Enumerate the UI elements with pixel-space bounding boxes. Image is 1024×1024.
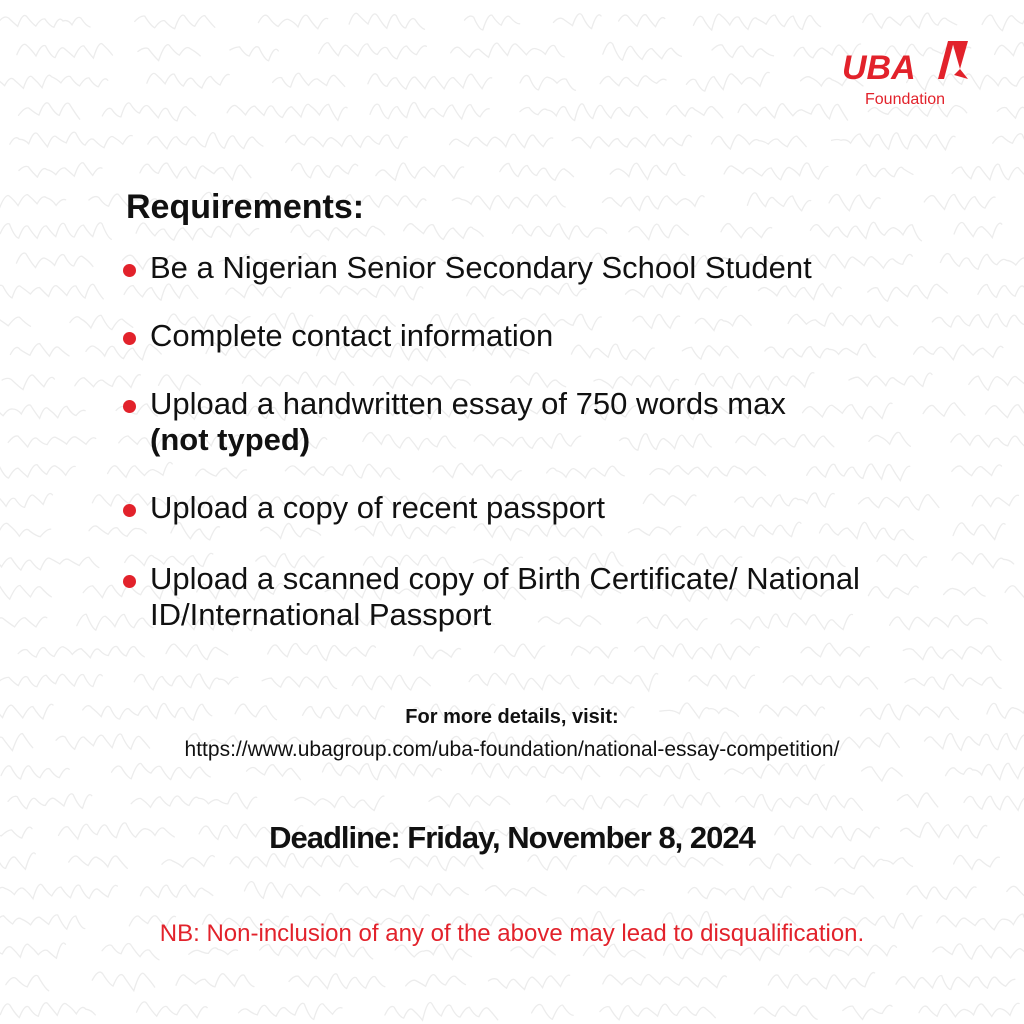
list-item: [122, 561, 902, 633]
handwriting-stroke: [239, 1003, 343, 1019]
handwriting-stroke: [452, 195, 565, 210]
handwriting-stroke: [952, 164, 1024, 180]
handwriting-stroke: [919, 1003, 1019, 1017]
handwriting-stroke: [952, 553, 1014, 568]
handwriting-stroke: [829, 194, 880, 210]
handwriting-stroke: [603, 975, 727, 988]
handwriting-stroke: [414, 646, 461, 659]
handwriting-stroke: [19, 163, 102, 177]
uba-logo-mark-icon: [934, 39, 970, 81]
handwriting-stroke: [969, 376, 1024, 390]
handwriting-stroke: [978, 285, 1024, 299]
handwriting-stroke: [532, 1004, 574, 1019]
handwriting-stroke: [801, 643, 869, 657]
handwriting-stroke: [0, 404, 85, 418]
handwriting-stroke: [520, 75, 576, 90]
handwriting-stroke: [230, 47, 278, 61]
handwriting-stroke: [2, 375, 54, 390]
handwriting-stroke: [595, 673, 658, 691]
handwriting-stroke: [6, 975, 49, 990]
handwriting-stroke: [946, 763, 1024, 779]
handwriting-stroke: [0, 617, 47, 627]
handwriting-stroke: [954, 855, 1000, 869]
handwriting-stroke: [600, 1004, 715, 1020]
handwriting-stroke: [520, 104, 648, 121]
requirements-list: [122, 250, 902, 633]
handwriting-stroke: [450, 134, 553, 147]
list-item-emphasis: (not typed): [150, 422, 311, 457]
handwriting-stroke: [18, 646, 144, 657]
handwriting-stroke: [953, 523, 1005, 540]
handwriting-stroke: [688, 886, 791, 900]
handwriting-stroke: [1007, 883, 1024, 898]
handwriting-stroke: [486, 886, 546, 896]
handwriting-stroke: [465, 15, 520, 30]
handwriting-stroke: [603, 196, 705, 211]
handwriting-stroke: [319, 43, 427, 59]
requirements-heading: Requirements:: [126, 188, 365, 226]
handwriting-stroke: [406, 975, 466, 987]
handwriting-stroke: [940, 254, 1024, 270]
handwriting-stroke: [92, 972, 155, 991]
handwriting-stroke: [140, 163, 251, 180]
handwriting-stroke: [292, 163, 358, 178]
handwriting-stroke: [16, 253, 93, 268]
list-item-text: Upload a handwritten essay of 750 words max: [150, 386, 786, 421]
handwriting-stroke: [897, 793, 937, 807]
handwriting-stroke: [954, 222, 1002, 237]
handwriting-stroke: [273, 73, 345, 87]
handwriting-stroke: [148, 133, 263, 149]
handwriting-stroke: [725, 763, 825, 779]
handwriting-stroke: [368, 74, 492, 89]
list-item: [122, 250, 902, 286]
handwriting-stroke: [140, 885, 212, 897]
handwriting-stroke: [189, 948, 238, 955]
handwriting-stroke: [227, 104, 347, 120]
handwriting-stroke: [289, 974, 385, 989]
handwriting-stroke: [385, 1003, 498, 1021]
handwriting-stroke: [896, 976, 1015, 990]
handwriting-stroke: [0, 674, 102, 686]
handwriting-stroke: [137, 1002, 208, 1018]
handwriting-stroke: [291, 225, 385, 240]
handwriting-stroke: [247, 765, 301, 780]
handwriting-stroke: [512, 224, 606, 239]
logo-subtitle: Foundation: [865, 91, 946, 108]
handwriting-stroke: [924, 194, 995, 209]
handwriting-stroke: [997, 103, 1024, 118]
handwriting-stroke: [451, 43, 565, 57]
handwriting-stroke: [571, 646, 617, 658]
handwriting-stroke: [17, 44, 113, 59]
list-item-text: Complete contact information: [150, 318, 554, 353]
handwriting-stroke: [572, 135, 691, 148]
handwriting-stroke: [754, 1006, 817, 1019]
handwriting-stroke: [553, 14, 601, 29]
handwriting-stroke: [914, 345, 1003, 360]
handwriting-stroke: [1005, 585, 1024, 602]
handwriting-stroke: [0, 75, 108, 88]
list-item: [122, 386, 902, 458]
handwriting-stroke: [245, 882, 320, 899]
handwriting-stroke: [102, 103, 195, 121]
handwriting-stroke: [993, 134, 1024, 150]
handwriting-stroke: [995, 43, 1024, 59]
handwriting-stroke: [0, 15, 90, 27]
handwriting-stroke: [489, 975, 570, 989]
handwriting-stroke: [944, 587, 986, 596]
handwriting-stroke: [1, 766, 69, 779]
handwriting-stroke: [982, 14, 1024, 30]
handwriting-stroke: [736, 794, 863, 811]
handwriting-stroke: [323, 763, 442, 780]
handwriting-stroke: [135, 15, 215, 29]
handwriting-stroke: [286, 135, 408, 149]
handwriting-stroke: [712, 45, 774, 58]
handwriting-stroke: [69, 856, 128, 868]
handwriting-stroke: [694, 14, 821, 30]
handwriting-stroke: [620, 763, 699, 779]
list-item: [122, 318, 902, 354]
handwriting-stroke: [964, 796, 1024, 810]
list-item-text: Be a Nigerian Senior Secondary School Student: [150, 250, 812, 285]
handwriting-stroke: [747, 193, 810, 211]
handwriting-stroke: [783, 675, 877, 689]
handwriting-stroke: [986, 405, 1024, 418]
handwriting-stroke: [500, 163, 574, 180]
handwriting-stroke: [609, 855, 723, 867]
handwriting-stroke: [166, 644, 228, 660]
handwriting-stroke: [721, 224, 772, 238]
handwriting-stroke: [0, 316, 31, 326]
handwriting-stroke: [712, 135, 807, 149]
handwriting-stroke: [10, 344, 69, 357]
handwriting-stroke: [472, 763, 600, 779]
handwriting-stroke: [370, 103, 489, 119]
list-item-text: Upload a copy of recent passport: [150, 490, 605, 525]
handwriting-stroke: [952, 465, 1002, 476]
handwriting-stroke: [972, 495, 1018, 506]
details-label: For more details, visit:: [405, 706, 619, 728]
handwriting-stroke: [0, 1003, 95, 1018]
handwriting-stroke: [0, 284, 103, 299]
handwriting-stroke: [162, 856, 214, 868]
handwriting-stroke: [528, 855, 576, 870]
handwriting-stroke: [349, 13, 424, 29]
handwriting-stroke: [134, 674, 238, 690]
handwriting-stroke: [429, 794, 510, 807]
handwriting-stroke: [635, 644, 760, 660]
handwriting-stroke: [619, 15, 665, 27]
handwriting-stroke: [664, 793, 720, 808]
handwriting-stroke: [857, 165, 914, 177]
handwriting-stroke: [603, 42, 682, 60]
handwriting-stroke: [686, 72, 769, 91]
deadline-text: Deadline: Friday, November 8, 2024: [269, 820, 755, 855]
handwriting-stroke: [724, 163, 828, 180]
handwriting-stroke: [390, 856, 483, 871]
handwriting-stroke: [404, 224, 484, 240]
handwriting-stroke: [0, 493, 53, 507]
handwriting-stroke: [0, 223, 111, 240]
handwriting-stroke: [843, 1005, 892, 1019]
handwriting-stroke: [262, 676, 337, 688]
handwriting-stroke: [932, 314, 1024, 328]
handwriting-stroke: [835, 856, 913, 869]
disqualification-note: NB: Non-inclusion of any of the above may lead to disqualification.: [159, 920, 865, 947]
handwriting-stroke: [610, 163, 685, 179]
handwriting-stroke: [629, 224, 689, 240]
handwriting-stroke: [0, 884, 117, 898]
handwriting-stroke: [0, 195, 66, 209]
handwriting-stroke: [469, 673, 579, 689]
uba-foundation-logo: [838, 38, 978, 112]
handwriting-stroke: [112, 763, 211, 779]
handwriting-stroke: [0, 523, 51, 536]
handwriting-stroke: [547, 795, 648, 810]
handwriting-stroke: [863, 13, 957, 28]
handwriting-stroke: [816, 886, 874, 898]
details-link[interactable]: https://www.ubagroup.com/uba-foundation/national-essay-competition/: [184, 738, 840, 761]
handwriting-stroke: [295, 796, 384, 810]
handwriting-stroke: [0, 557, 99, 570]
list-item: [122, 490, 902, 526]
logo-wordmark: UBA: [842, 49, 916, 87]
handwriting-stroke: [138, 45, 200, 61]
handwriting-stroke: [268, 644, 376, 661]
handwriting-stroke: [832, 133, 955, 150]
handwriting-stroke: [176, 974, 254, 987]
handwriting-stroke: [0, 585, 51, 599]
handwriting-stroke: [8, 436, 96, 447]
list-item-text: Upload a scanned copy of Birth Certificate/ National ID/International Passport: [150, 561, 860, 632]
handwriting-stroke: [8, 794, 92, 809]
handwriting-stroke: [907, 886, 976, 899]
handwriting-stroke: [340, 883, 469, 899]
handwriting-stroke: [689, 675, 754, 688]
handwriting-stroke: [738, 104, 848, 120]
handwriting-stroke: [890, 616, 988, 630]
handwriting-stroke: [19, 103, 80, 119]
handwriting-stroke: [923, 403, 965, 416]
handwriting-stroke: [905, 674, 1001, 689]
handwriting-stroke: [376, 163, 464, 180]
handwriting-stroke: [810, 222, 921, 241]
handwriting-stroke: [0, 465, 75, 478]
handwriting-stroke: [10, 132, 132, 147]
handwriting-stroke: [750, 854, 811, 869]
handwriting-stroke: [768, 973, 874, 989]
handwriting-stroke: [147, 73, 229, 88]
handwriting-stroke: [578, 886, 644, 897]
handwriting-stroke: [494, 644, 544, 658]
handwriting-stroke: [903, 646, 1001, 660]
handwriting-stroke: [862, 767, 903, 781]
handwriting-stroke: [352, 675, 430, 690]
handwriting-stroke: [666, 106, 722, 118]
handwriting-stroke: [600, 76, 666, 86]
handwriting-stroke: [951, 433, 1024, 447]
handwriting-stroke: [131, 793, 257, 809]
handwriting-stroke: [258, 15, 327, 29]
